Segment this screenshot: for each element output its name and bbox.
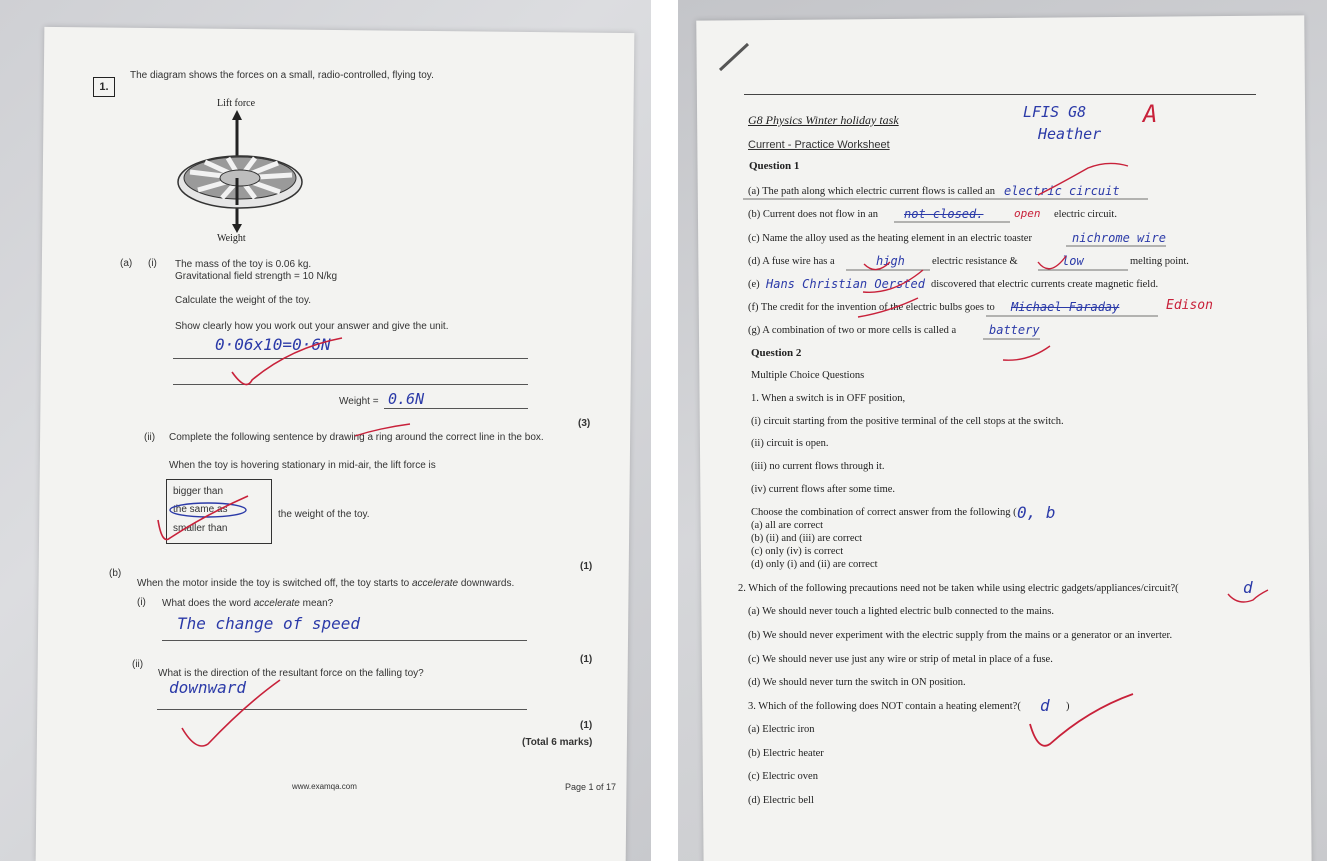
q2-3-answer: d: [1040, 696, 1050, 715]
q2-2-answer: d: [1243, 578, 1253, 597]
show-working-instruction: Show clearly how you work out your answer and give the unit.: [175, 321, 449, 332]
part-b-label: (b): [109, 568, 122, 579]
q1-e-end: discovered that electric currents create magnetic field.: [931, 279, 1159, 290]
q1-f-answer: Michael Faraday: [1011, 300, 1120, 314]
q2-1-i: (i) circuit starting from the positive terminal of the cell stops at the switch.: [751, 416, 1064, 427]
q2-3: 3. Which of the following does NOT contain a heating element?(: [748, 701, 1021, 712]
q1-c-text: (c) Name the alloy used as the heating element in an electric toaster: [748, 233, 1032, 244]
part-a-label: (a): [120, 258, 133, 269]
q1-a-text: (a) The path along which electric current flows is called an: [748, 186, 996, 197]
option-bigger: bigger than: [173, 486, 224, 497]
q2-choose: Choose the combination of correct answer from the following (: [751, 507, 1017, 518]
q2-1: 1. When a switch is in OFF position,: [751, 393, 906, 404]
weight-prefix: Weight =: [339, 396, 379, 407]
marks-label: (1): [580, 654, 593, 665]
part-a-ii-label: (ii): [144, 432, 156, 443]
school-class: LFIS G8: [1023, 103, 1087, 121]
right-photo: [678, 0, 1327, 861]
direction-question: What is the direction of the resultant force on the falling toy?: [158, 668, 424, 679]
accelerate-answer: The change of speed: [177, 614, 361, 633]
part-b-i-label: (i): [137, 597, 146, 608]
footer-site: www.examqa.com: [292, 782, 357, 791]
q1-b-correction: open: [1014, 207, 1041, 220]
total-marks: (Total 6 marks): [522, 737, 593, 748]
question-number-box: 1.: [93, 77, 115, 97]
direction-answer: downward: [169, 678, 247, 697]
lift-force-label: Lift force: [217, 98, 256, 109]
q2-2-b: (b) We should never experiment with the electric supply from the mains or a generator or an inverter.: [748, 630, 1173, 641]
mass-statement: The mass of the toy is 0.06 kg.: [175, 259, 312, 270]
weight-label: Weight: [217, 233, 246, 244]
q1-g-text: (g) A combination of two or more cells is called a: [748, 325, 957, 336]
q2-2-c: (c) We should never use just any wire or strip of metal in place of a fuse.: [748, 654, 1053, 665]
q2-option-a: (a) all are correct: [751, 520, 823, 531]
q1-d-answer-high: high: [876, 254, 905, 268]
q2-3-d: (d) Electric bell: [748, 795, 814, 806]
marks-label: (1): [580, 561, 593, 572]
calculate-instruction: Calculate the weight of the toy.: [175, 295, 312, 306]
q1-d-answer-low: low: [1062, 254, 1084, 268]
option-smaller: smaller than: [173, 523, 228, 534]
gravity-statement: Gravitational field strength = 10 N/kg: [175, 271, 338, 282]
accelerate-question: What does the word accelerate mean?: [162, 598, 334, 609]
q1-d-text: (d) A fuse wire has a: [748, 256, 835, 267]
top-rule: [744, 94, 1256, 95]
grade-mark: A: [1143, 100, 1158, 128]
marks-label: (1): [580, 720, 593, 731]
question-intro: The diagram shows the forces on a small, radio-controlled, flying toy.: [130, 70, 434, 81]
q2-3-a: (a) Electric iron: [748, 724, 815, 735]
q1-a-answer: electric circuit: [1004, 184, 1120, 198]
hovering-sentence: When the toy is hovering stationary in mid-air, the lift force is: [169, 460, 436, 471]
q2-choose-answer: 0, b: [1017, 503, 1056, 522]
answer-line: [162, 640, 527, 641]
q2-1-ii: (ii) circuit is open.: [751, 438, 829, 449]
answer-line: [173, 358, 528, 359]
part-b-ii-label: (ii): [132, 659, 144, 670]
q2-1-iv: (iv) current flows after some time.: [751, 484, 896, 495]
q1-e-answer: Hans Christian Oersted: [766, 277, 925, 291]
q1-b-answer: not closed.: [904, 207, 984, 221]
answer-line: [173, 384, 528, 385]
weight-answer-line: [384, 408, 528, 409]
q1-d-end: melting point.: [1130, 256, 1189, 267]
q1-d-mid: electric resistance &: [932, 256, 1018, 267]
motor-sentence: When the motor inside the toy is switched off, the toy starts to accelerate downwards.: [137, 578, 515, 589]
q2-option-d: (d) only (i) and (ii) are correct: [751, 559, 878, 570]
worksheet-title: G8 Physics Winter holiday task: [748, 113, 899, 127]
sentence-end: the weight of the toy.: [278, 509, 370, 520]
left-worksheet-page: [36, 27, 635, 861]
q1-g-answer: battery: [989, 323, 1040, 337]
q1-f-correction: Edison: [1166, 298, 1213, 313]
q2-2-a: (a) We should never touch a lighted electric bulb connected to the mains.: [748, 606, 1054, 617]
question2-heading: Question 2: [751, 347, 802, 359]
option-same: the same as: [173, 504, 228, 515]
question1-heading: Question 1: [749, 160, 800, 172]
student-name: Heather: [1038, 125, 1102, 143]
q1-c-answer: nichrome wire: [1072, 231, 1166, 245]
q1-b-text: (b) Current does not flow in an: [748, 209, 879, 220]
q1-b-end: electric circuit.: [1054, 209, 1117, 220]
q2-2: 2. Which of the following precautions need not be taken while using electric gadgets/appliances/circuit?(: [738, 583, 1179, 594]
handwritten-working: 0·06x10=0·6N: [215, 335, 331, 354]
q2-3-b: (b) Electric heater: [748, 748, 824, 759]
q2-3-c: (c) Electric oven: [748, 771, 818, 782]
answer-line: [157, 709, 527, 710]
footer-page-number: Page 1 of 17: [565, 782, 617, 792]
ring-instruction: Complete the following sentence by drawing a ring around the correct line in the box.: [169, 432, 544, 443]
worksheet-subtitle: Current - Practice Worksheet: [748, 139, 890, 151]
q2-2-d: (d) We should never turn the switch in ON position.: [748, 677, 966, 688]
q2-option-b: (b) (ii) and (iii) are correct: [751, 533, 863, 544]
weight-answer: 0.6N: [388, 390, 425, 408]
q2-1-iii: (iii) no current flows through it.: [751, 461, 885, 472]
q1-f-text: (f) The credit for the invention of the electric bulbs goes to: [748, 302, 995, 313]
left-photo: [0, 0, 651, 861]
q2-option-c: (c) only (iv) is correct: [751, 546, 844, 557]
mcq-heading: Multiple Choice Questions: [751, 370, 865, 381]
q2-3-close: ): [1066, 701, 1070, 712]
marks-label: (3): [578, 418, 591, 429]
q1-e-label: (e): [748, 279, 760, 290]
part-a-i-label: (i): [148, 258, 157, 269]
